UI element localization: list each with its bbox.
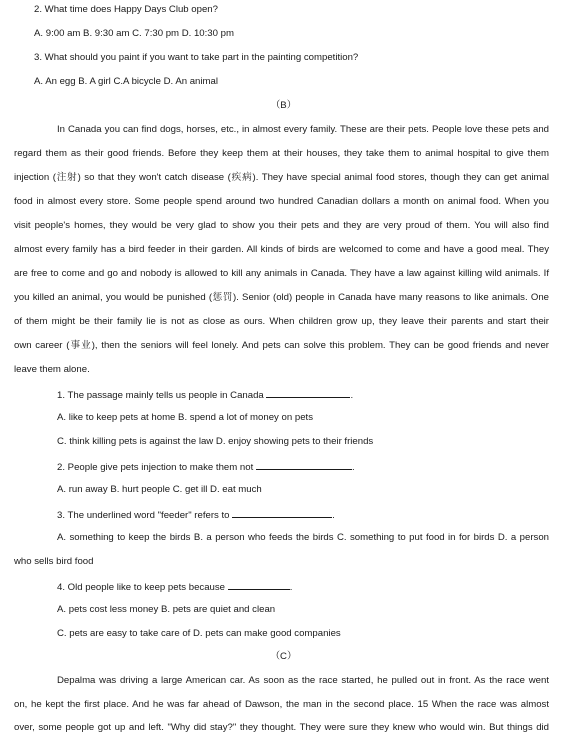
question-b1: 1. The passage mainly tells us people in Canada . [57, 390, 354, 401]
answer-blank[interactable] [266, 388, 350, 398]
passage-b-line: almost every family has a bird feeder in their garden. All kinds of birds are welcomed to come and have a good meal. They [14, 244, 549, 255]
question-b2-options: A. run away B. hurt people C. get ill D. eat much [57, 484, 262, 495]
passage-b-line: food in almost every store. Some people spend around two hundred Canadian dollars a month on animal food. When you [14, 196, 549, 207]
question-b2: 2. People give pets injection to make them not . [57, 462, 355, 473]
question-b3: 3. The underlined word "feeder" refers to . [57, 510, 335, 521]
question-a2: 2. What time does Happy Days Club open? [34, 4, 218, 15]
answer-blank[interactable] [228, 580, 290, 590]
passage-b-line: of them might be their family lie is not as close as ours. When children grow up, they leave their parents and start their [14, 316, 549, 327]
question-b2-text: 2. People give pets injection to make them not [57, 462, 254, 473]
passage-b-line: own career (事业), then the seniors will feel lonely. And pets can solve this problem. They can be good friends and never [14, 340, 549, 351]
section-c-heading: （C） [270, 651, 297, 662]
question-b3-options: A. something to keep the birds B. a person who feeds the birds C. something to put food in for birds D. a person [57, 532, 549, 543]
question-a2-options: A. 9:00 am B. 9:30 am C. 7:30 pm D. 10:30 pm [34, 28, 234, 39]
passage-b-line: In Canada you can find dogs, horses, etc., in almost every family. These are their pets. People love these pets and [57, 124, 549, 135]
question-b1-options: A. like to keep pets at home B. spend a lot of money on pets [57, 412, 313, 423]
question-b1-text: 1. The passage mainly tells us people in Canada [57, 390, 264, 401]
question-b1-options: C. think killing pets is against the law D. enjoy showing pets to their friends [57, 436, 374, 447]
question-a3-options: A. An egg B. A girl C.A bicycle D. An animal [34, 76, 218, 87]
question-b4-options: C. pets are easy to take care of D. pets can make good companies [57, 628, 341, 639]
question-b4-text: 4. Old people like to keep pets because [57, 582, 226, 593]
question-b3-options: who sells bird food [14, 556, 94, 567]
passage-b-line: are free to come and go and nobody is allowed to kill any animals in Canada. They have a law against killing wild animals. If [14, 268, 549, 279]
passage-b-line: visit people's homes, they would be very glad to show you their pets and they are very proud of them. You will also find [14, 220, 549, 231]
question-b3-text: 3. The underlined word "feeder" refers to [57, 510, 230, 521]
question-b4: 4. Old people like to keep pets because . [57, 582, 293, 593]
passage-b-line: injection (注射) so that they won't catch disease (疾病). They have special animal food stores, though they can get animal [14, 172, 549, 183]
passage-b-line: you killed an animal, you would be punished (惩罚). Senior (old) people in Canada have many reasons to like animals. One [14, 292, 549, 303]
question-a3: 3. What should you paint if you want to take part in the painting competition? [34, 52, 359, 63]
passage-c-line: on, he kept the first place. And he was far ahead of Dawson, the man in the second place. 15 When the race was almost [14, 699, 549, 710]
passage-b-line: regard them as their good friends. Before they keep them at their houses, they take them to animal hospital to give them [14, 148, 549, 159]
answer-blank[interactable] [232, 508, 332, 518]
question-b4-options: A. pets cost less money B. pets are quiet and clean [57, 604, 276, 615]
passage-b-line: leave them alone. [14, 364, 90, 375]
passage-c-line: Depalma was driving a large American car. As soon as the race started, he pulled out in front. As the race went [57, 675, 549, 686]
answer-blank[interactable] [256, 460, 352, 470]
section-b-heading: （B） [270, 100, 297, 111]
passage-c-line: over, some people got up and left. "Why did stay?" they thought. They were sure they knew who would win. But things did [14, 722, 549, 733]
